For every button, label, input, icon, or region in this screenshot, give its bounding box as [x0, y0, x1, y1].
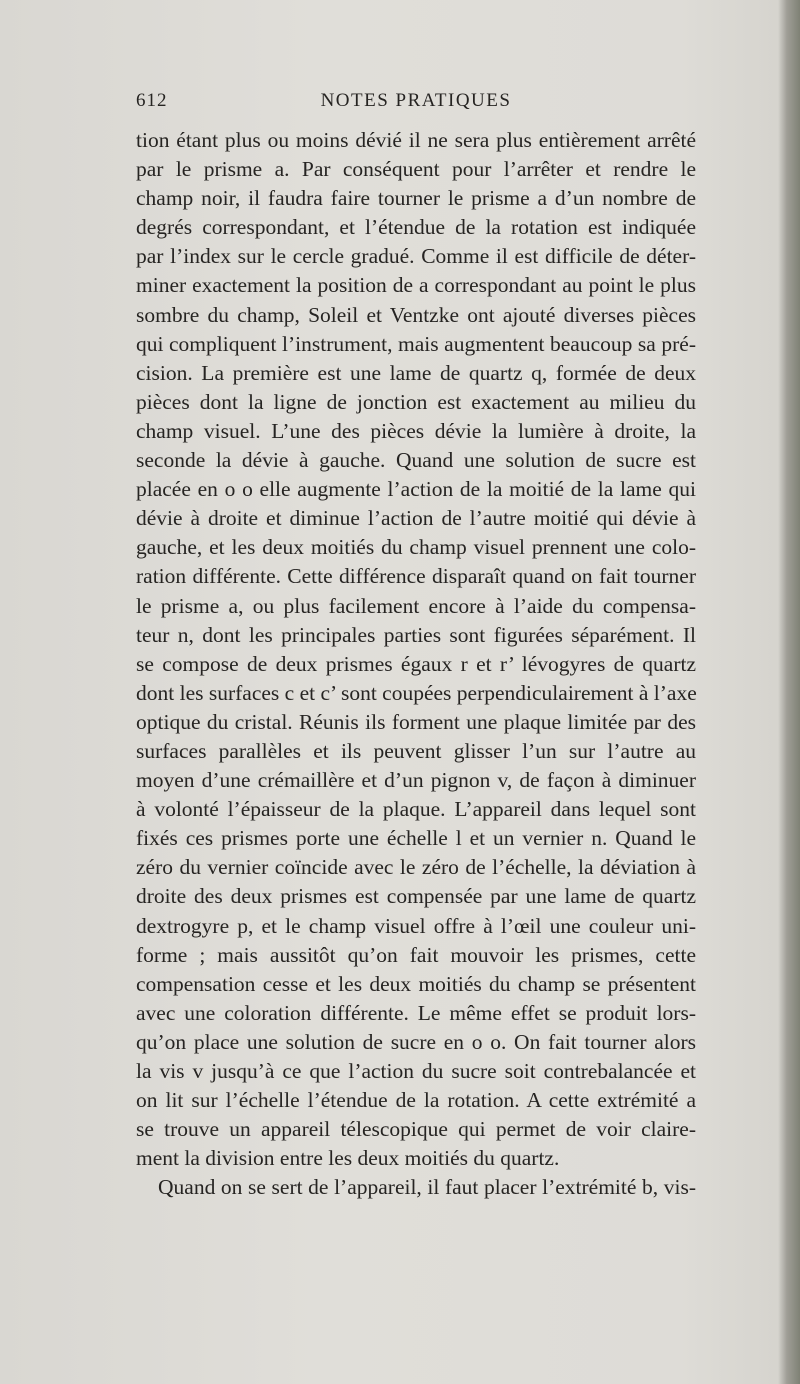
text-line: dont les surfaces c et c’ sont coupées perpendiculairement à l’axe: [136, 680, 697, 705]
page-header: [136, 90, 696, 120]
text-line: dévie à droite et diminue l’action de l’autre moitié qui dévie à: [136, 506, 696, 531]
text-line: champ visuel. L’une des pièces dévie la lumière à droite, la: [136, 418, 696, 443]
text-line: avec une coloration différente. Le même effet se produit lors-: [136, 1000, 696, 1025]
text-line: ration différente. Cette différence disparaît quand on fait tourner: [136, 564, 696, 589]
text-line: ment la division entre les deux moitiés du quartz.: [136, 1146, 560, 1171]
text-line: qui compliquent l’instrument, mais augmentent beaucoup sa pré-: [136, 331, 696, 356]
text-line: zéro du vernier coïncide avec le zéro de l’échelle, la déviation à: [136, 855, 696, 880]
text-line: degrés correspondant, et l’étendue de la rotation est indiquée: [136, 215, 696, 240]
text-line: par l’index sur le cercle gradué. Comme il est difficile de déter-: [136, 244, 696, 269]
text-line: tion étant plus ou moins dévié il ne sera plus entièrement arrêté: [136, 128, 696, 152]
text-line: moyen d’une crémaillère et d’un pignon v, de façon à diminuer: [136, 768, 696, 793]
text-line: le prisme a, ou plus facilement encore à l’aide du compensa-: [136, 593, 696, 618]
text-line: la vis v jusqu’à ce que l’action du sucre soit contrebalancée et: [136, 1059, 696, 1083]
text-line: sombre du champ, Soleil et Ventzke ont ajouté diverses pièces: [136, 302, 696, 327]
text-line: seconde la dévie à gauche. Quand une solution de sucre est: [136, 448, 696, 473]
text-line: à volonté l’épaisseur de la plaque. L’appareil dans lequel sont: [136, 797, 696, 822]
text-line: gauche, et les deux moitiés du champ visuel prennent une colo-: [136, 535, 696, 560]
text-line: se compose de deux prismes égaux r et r’ lévogyres de quartz: [136, 651, 696, 676]
text-line: surfaces parallèles et ils peuvent glisser l’un sur l’autre au: [136, 738, 696, 763]
body-text: [136, 126, 696, 1202]
text-line: dextrogyre p, et le champ visuel offre à l’œil une couleur uni-: [136, 913, 696, 938]
text-line: on lit sur l’échelle l’étendue de la rotation. A cette extrémité a: [136, 1088, 696, 1113]
page-edge-shadow: [778, 0, 800, 1384]
text-line: cision. La première est une lame de quartz q, formée de deux: [136, 360, 696, 385]
text-line: fixés ces prismes porte une échelle l et un vernier n. Quand le: [136, 826, 696, 851]
text-line: se trouve un appareil télescopique qui permet de voir claire-: [136, 1117, 696, 1142]
text-line: compensation cesse et les deux moitiés du champ se présentent: [136, 971, 696, 996]
text-line: optique du cristal. Réunis ils forment une plaque limitée par des: [136, 709, 696, 734]
running-title: NOTES PRATIQUES: [320, 90, 512, 111]
text-line: qu’on place une solution de sucre en o o. On fait tourner alors: [136, 1029, 696, 1054]
text-line: teur n, dont les principales parties sont figurées séparément. Il: [136, 622, 696, 647]
page-number: 612: [136, 90, 168, 111]
text-line: droite des deux prismes est compensée par une lame de quartz: [136, 884, 696, 909]
text-line: forme ; mais aussitôt qu’on fait mouvoir les prismes, cette: [136, 942, 696, 967]
text-line: placée en o o elle augmente l’action de la moitié de la lame qui: [136, 477, 696, 502]
text-line: pièces dont la ligne de jonction est exactement au milieu du: [136, 389, 696, 414]
text-line: miner exactement la position de a correspondant au point le plus: [136, 273, 696, 298]
text-line: champ noir, il faudra faire tourner le prisme a d’un nombre de: [136, 186, 696, 211]
text-line: par le prisme a. Par conséquent pour l’arrêter et rendre le: [136, 157, 696, 182]
text-line: Quand on se sert de l’appareil, il faut placer l’extrémité b, vis-: [158, 1175, 696, 1200]
